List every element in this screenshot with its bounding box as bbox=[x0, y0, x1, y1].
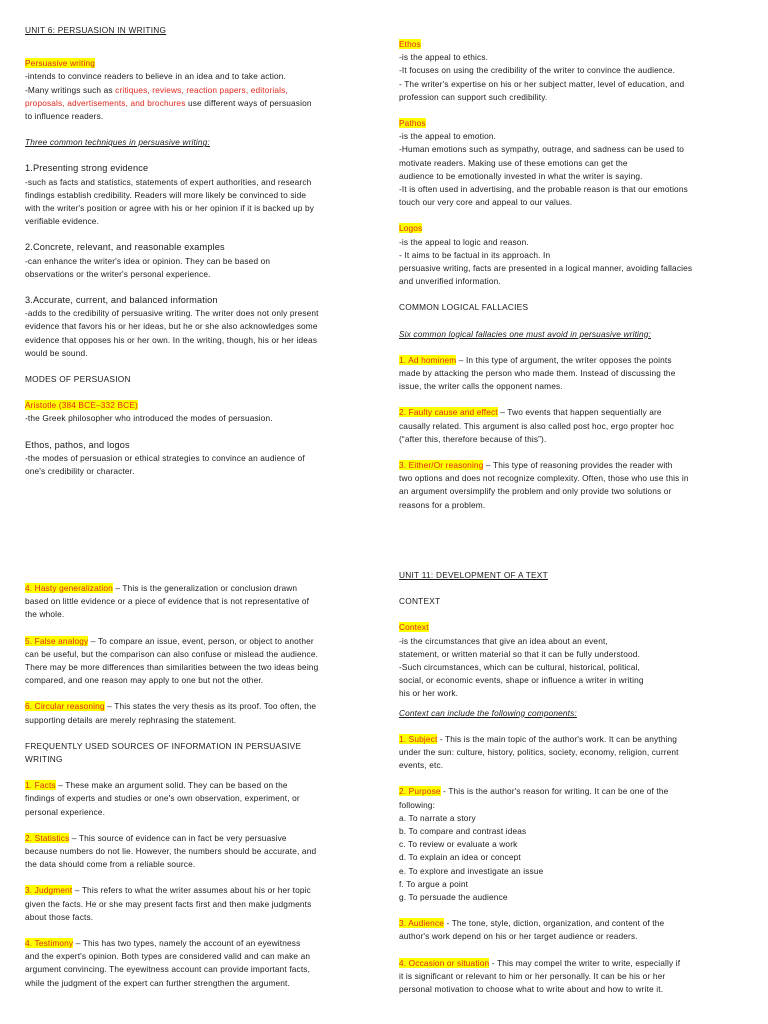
purpose-option: c. To review or evaluate a work bbox=[399, 839, 518, 850]
persuasive-writing-examples-1: critiques, reviews, reaction papers, editorials, bbox=[115, 84, 288, 95]
purpose-option: e. To explore and investigate an issue bbox=[399, 865, 544, 876]
fallacy-first-line bbox=[25, 582, 370, 595]
logos-term-line bbox=[399, 222, 749, 235]
epl-line: one's credibility or character. bbox=[25, 466, 135, 477]
persuasive-writing-line2 bbox=[25, 84, 370, 97]
technique-title: 1.Presenting strong evidence bbox=[25, 163, 149, 174]
source-2 bbox=[25, 832, 370, 872]
source-first-text: – This source of evidence can in fact be very persuasive bbox=[69, 832, 287, 843]
unit11-title: UNIT 11: DEVELOPMENT OF A TEXT bbox=[399, 570, 548, 580]
pathos-line: motivate readers. Making use of these emotions can get the bbox=[399, 157, 628, 168]
top-right-column bbox=[399, 38, 749, 512]
purpose-option: d. To explain an idea or concept bbox=[399, 852, 521, 863]
bottom-right-column bbox=[399, 569, 749, 996]
persuasive-writing-line4: to influence readers. bbox=[25, 111, 104, 122]
technique-line: evidence that favors his or her ideas, but he or she also acknowledges some bbox=[25, 321, 318, 332]
logos-line: -is the appeal to logic and reason. bbox=[399, 236, 529, 247]
fallacy-line: causally related. This argument is also called post hoc, ergo propter hoc bbox=[399, 420, 675, 431]
source-term: 2. Statistics bbox=[25, 832, 70, 843]
source-4 bbox=[25, 937, 370, 990]
fallacy-2 bbox=[399, 406, 749, 446]
technique-3 bbox=[25, 294, 370, 360]
purpose-option: g. To persuade the audience bbox=[399, 892, 508, 903]
purpose-option: f. To argue a point bbox=[399, 878, 469, 889]
fallacy-first-text: – This type of reasoning provides the reader with bbox=[483, 460, 673, 471]
context-line: -Such circumstances, which can be cultural, historical, political, bbox=[399, 662, 640, 673]
ethos-line: -It focuses on using the credibility of the writer to convince the audience. bbox=[399, 65, 676, 76]
source-first-text: – These make an argument solid. They can be based on the bbox=[55, 780, 288, 791]
component-term: 4. Occasion or situation bbox=[399, 957, 490, 968]
ethos-line: profession can support such credibility. bbox=[399, 91, 548, 102]
source-first-line bbox=[25, 884, 370, 897]
fallacy-first-line bbox=[399, 459, 749, 472]
fallacy-first-line bbox=[399, 354, 749, 367]
source-line: personal experience. bbox=[25, 806, 106, 817]
logos-line: - It aims to be factual in its approach. In bbox=[399, 249, 551, 260]
fallacy-term: 5. False analogy bbox=[25, 635, 89, 646]
context-term-line bbox=[399, 621, 749, 634]
purpose-option: b. To compare and contrast ideas bbox=[399, 826, 527, 837]
fallacy-term: 6. Circular reasoning bbox=[25, 701, 105, 712]
modes-heading: MODES OF PERSUASION bbox=[25, 374, 131, 385]
fallacy-first-text: – Two events that happen sequentially are bbox=[497, 407, 662, 418]
context-heading: CONTEXT bbox=[399, 596, 441, 607]
fallacy-3 bbox=[399, 459, 749, 512]
purpose-option: a. To narrate a story bbox=[399, 812, 476, 823]
context-line: social, or economic events, shape or influence a writer in writing bbox=[399, 675, 644, 686]
logos-term: Logos bbox=[399, 223, 423, 234]
fallacy-first-line bbox=[25, 700, 370, 713]
logos-line: persuasive writing, facts are presented in a logical manner, avoiding fallacies bbox=[399, 263, 693, 274]
fallacy-line: two options and does not recognize complexity. Often, those who use this in bbox=[399, 473, 689, 484]
source-line: the data should come from a reliable source. bbox=[25, 859, 196, 870]
ethos-line: -is the appeal to ethics. bbox=[399, 52, 489, 63]
component-first-line bbox=[399, 733, 749, 746]
component-line: author's work depend on his or her target audience or readers. bbox=[399, 931, 638, 942]
fallacy-first-text: – To compare an issue, event, person, or object to another bbox=[88, 635, 314, 646]
epl-title: Ethos, pathos, and logos bbox=[25, 439, 130, 450]
pathos-line: touch our very core and appeal to our values. bbox=[399, 197, 573, 208]
fallacy-first-line bbox=[25, 635, 370, 648]
bottom-left-column bbox=[25, 582, 370, 990]
technique-line: evidence that opposes his or her own. In the writing, though, his or her ideas bbox=[25, 334, 318, 345]
component-first-line bbox=[399, 957, 749, 970]
fallacy-term: 2. Faulty cause and effect bbox=[399, 407, 498, 418]
epl-line: -the modes of persuasion or ethical strategies to convince an audience of bbox=[25, 452, 305, 463]
technique-1 bbox=[25, 162, 370, 228]
component-term: 2. Purpose bbox=[399, 786, 441, 797]
source-line: about those facts. bbox=[25, 911, 94, 922]
source-first-line bbox=[25, 779, 370, 792]
context-line: his or her work. bbox=[399, 688, 459, 699]
fallacy-line: There may be more differences than similarities between the two ideas being bbox=[25, 662, 319, 673]
component-line: it is significant or relevant to him or her personally. It can be his or her bbox=[399, 970, 666, 981]
technique-line: observations or the writer's personal experience. bbox=[25, 268, 211, 279]
fallacies-subheading: Six common logical fallacies one must avoid in persuasive writing: bbox=[399, 328, 652, 339]
aristotle-term: Aristotle (384 BCE–332 BCE) bbox=[25, 400, 138, 411]
fallacy-line: the whole. bbox=[25, 609, 65, 620]
persuasive-writing-examples-2: proposals, advertisements, and brochures bbox=[25, 97, 186, 108]
fallacy-first-text: – In this type of argument, the writer opposes the points bbox=[456, 354, 672, 365]
pathos-line: -is the appeal to emotion. bbox=[399, 131, 497, 142]
persuasive-writing-term-line bbox=[25, 57, 370, 70]
pathos-term-line bbox=[399, 117, 749, 130]
source-line: findings of experts and studies or one's own observation, experiment, or bbox=[25, 793, 300, 804]
pathos-line: audience to be emotionally invested in what the writer is saying. bbox=[399, 170, 643, 181]
context-line: statement, or written material so that it can be fully understood. bbox=[399, 648, 640, 659]
fallacies-heading: COMMON LOGICAL FALLACIES bbox=[399, 302, 529, 313]
fallacy-line: compared, and one reason may apply to one but not the other. bbox=[25, 675, 264, 686]
component-first-line bbox=[399, 917, 749, 930]
ethos-line: - The writer's expertise on his or her subject matter, level of education, and bbox=[399, 78, 685, 89]
sources-heading-line2: WRITING bbox=[25, 754, 63, 765]
technique-line: -such as facts and statistics, statements of expert authorities, and research bbox=[25, 176, 312, 187]
component-2 bbox=[399, 785, 749, 904]
component-first-text: - This is the main topic of the author's work. It can be anything bbox=[437, 733, 678, 744]
source-1 bbox=[25, 779, 370, 819]
fallacy-5 bbox=[25, 635, 370, 688]
fallacy-line: based on little evidence or a piece of evidence that is not representative of bbox=[25, 596, 310, 607]
top-left-column bbox=[25, 24, 370, 478]
fallacy-line: an argument oversimplify the problem and only provide two solutions or bbox=[399, 486, 672, 497]
fallacy-term: 3. Either/Or reasoning bbox=[399, 460, 484, 471]
source-term: 4. Testimony bbox=[25, 938, 74, 949]
fallacy-line: issue, the writer calls the opponent names. bbox=[399, 381, 563, 392]
persuasive-writing-term: Persuasive writing bbox=[25, 58, 96, 69]
technique-line: -can enhance the writer's idea or opinion. They can be based on bbox=[25, 255, 271, 266]
fallacy-line: supporting details are merely rephrasing the statement. bbox=[25, 714, 237, 725]
sources-heading-line1: FREQUENTLY USED SOURCES OF INFORMATION IN PERSUASIVE bbox=[25, 740, 302, 751]
technique-title: 2.Concrete, relevant, and reasonable examples bbox=[25, 242, 225, 253]
fallacy-line: made by attacking the person who made them. Instead of discussing the bbox=[399, 368, 676, 379]
source-3 bbox=[25, 884, 370, 924]
persuasive-writing-line3 bbox=[25, 97, 370, 110]
fallacy-first-line bbox=[399, 406, 749, 419]
component-1 bbox=[399, 733, 749, 773]
component-first-text: - This is the author's reason for writing. It can be one of the bbox=[440, 786, 669, 797]
fallacy-term: 4. Hasty generalization bbox=[25, 583, 113, 593]
source-term: 1. Facts bbox=[25, 780, 56, 791]
component-line: following: bbox=[399, 799, 436, 810]
fallacy-1 bbox=[399, 354, 749, 394]
ethos-term: Ethos bbox=[399, 39, 421, 49]
context-term: Context bbox=[399, 622, 429, 633]
component-term: 1. Subject bbox=[399, 733, 438, 744]
aristotle-term-line bbox=[25, 399, 370, 412]
technique-2 bbox=[25, 241, 370, 281]
persuasive-writing-line1: -intends to convince readers to believe in an idea and to take action. bbox=[25, 71, 286, 82]
ethos-term-line bbox=[399, 38, 749, 51]
component-term: 3. Audience bbox=[399, 918, 445, 929]
source-line: because numbers do not lie. However, the numbers should be accurate, and bbox=[25, 846, 317, 857]
source-first-line bbox=[25, 937, 370, 950]
fallacy-term: 1. Ad hominem bbox=[399, 354, 457, 365]
pathos-line: -It is often used in advertising, and the probable reason is that our emotions bbox=[399, 184, 688, 195]
fallacy-line: reasons for a problem. bbox=[399, 499, 486, 510]
fallacy-6 bbox=[25, 700, 370, 726]
technique-line: would be sound. bbox=[25, 347, 88, 358]
source-first-text: – This refers to what the writer assumes about his or her topic bbox=[72, 885, 311, 896]
components-heading: Context can include the following components: bbox=[399, 707, 577, 718]
pathos-line: -Human emotions such as sympathy, outrage, and sadness can be used to bbox=[399, 144, 685, 155]
technique-line: findings establish credibility. Readers will more likely be convinced to side bbox=[25, 189, 307, 200]
context-line: -is the circumstances that give an idea about an event, bbox=[399, 635, 608, 646]
source-line: and the expert's opinion. Both types are considered valid and can make an bbox=[25, 951, 311, 962]
techniques-heading: Three common techniques in persuasive writing: bbox=[25, 137, 210, 148]
component-first-text: - The tone, style, diction, organization, and content of the bbox=[444, 918, 665, 929]
source-first-text: – This has two types, namely the account of an eyewitness bbox=[73, 938, 301, 949]
component-line: under the sun: culture, history, politics, society, economy, religion, current bbox=[399, 747, 679, 758]
component-first-line bbox=[399, 785, 749, 798]
persuasive-writing-line3-text: use different ways of persuasion bbox=[185, 97, 312, 108]
technique-line: with the writer's position or agree with his or her opinion if it is backed up by bbox=[25, 203, 315, 214]
component-line: events, etc. bbox=[399, 760, 444, 771]
aristotle-line: -the Greek philosopher who introduced the modes of persuasion. bbox=[25, 413, 273, 424]
fallacy-first-text: – This states the very thesis as its proof. Too often, the bbox=[104, 701, 317, 712]
technique-line: verifiable evidence. bbox=[25, 216, 100, 227]
component-first-text: - This may compel the writer to write, especially if bbox=[489, 957, 681, 968]
fallacy-line: can be useful, but the comparison can also confuse or mislead the audience. bbox=[25, 648, 319, 659]
persuasive-writing-line2-text: -Many writings such as bbox=[25, 84, 116, 95]
source-term: 3. Judgment bbox=[25, 885, 73, 896]
fallacy-line: (“after this, therefore because of this”). bbox=[399, 433, 547, 444]
pathos-term: Pathos bbox=[399, 118, 426, 129]
source-line: argument convincing. The eyewitness account can provide important facts, bbox=[25, 964, 311, 975]
component-4 bbox=[399, 957, 749, 997]
source-line: while the judgment of the expert can further strengthen the argument. bbox=[25, 977, 290, 988]
component-3 bbox=[399, 917, 749, 943]
component-line: personal motivation to choose what to write about and how to write it. bbox=[399, 984, 664, 995]
fallacy-4 bbox=[25, 582, 370, 622]
logos-line: and unverified information. bbox=[399, 276, 501, 287]
fallacy-first-text: – This is the generalization or conclusion drawn bbox=[112, 583, 298, 593]
unit6-title: UNIT 6: PERSUASION IN WRITING bbox=[25, 25, 167, 35]
technique-title: 3.Accurate, current, and balanced information bbox=[25, 295, 218, 306]
technique-line: -adds to the credibility of persuasive writing. The writer does not only present bbox=[25, 308, 319, 319]
source-first-line bbox=[25, 832, 370, 845]
source-line: given the facts. He or she may present facts first and then make judgments bbox=[25, 898, 312, 909]
